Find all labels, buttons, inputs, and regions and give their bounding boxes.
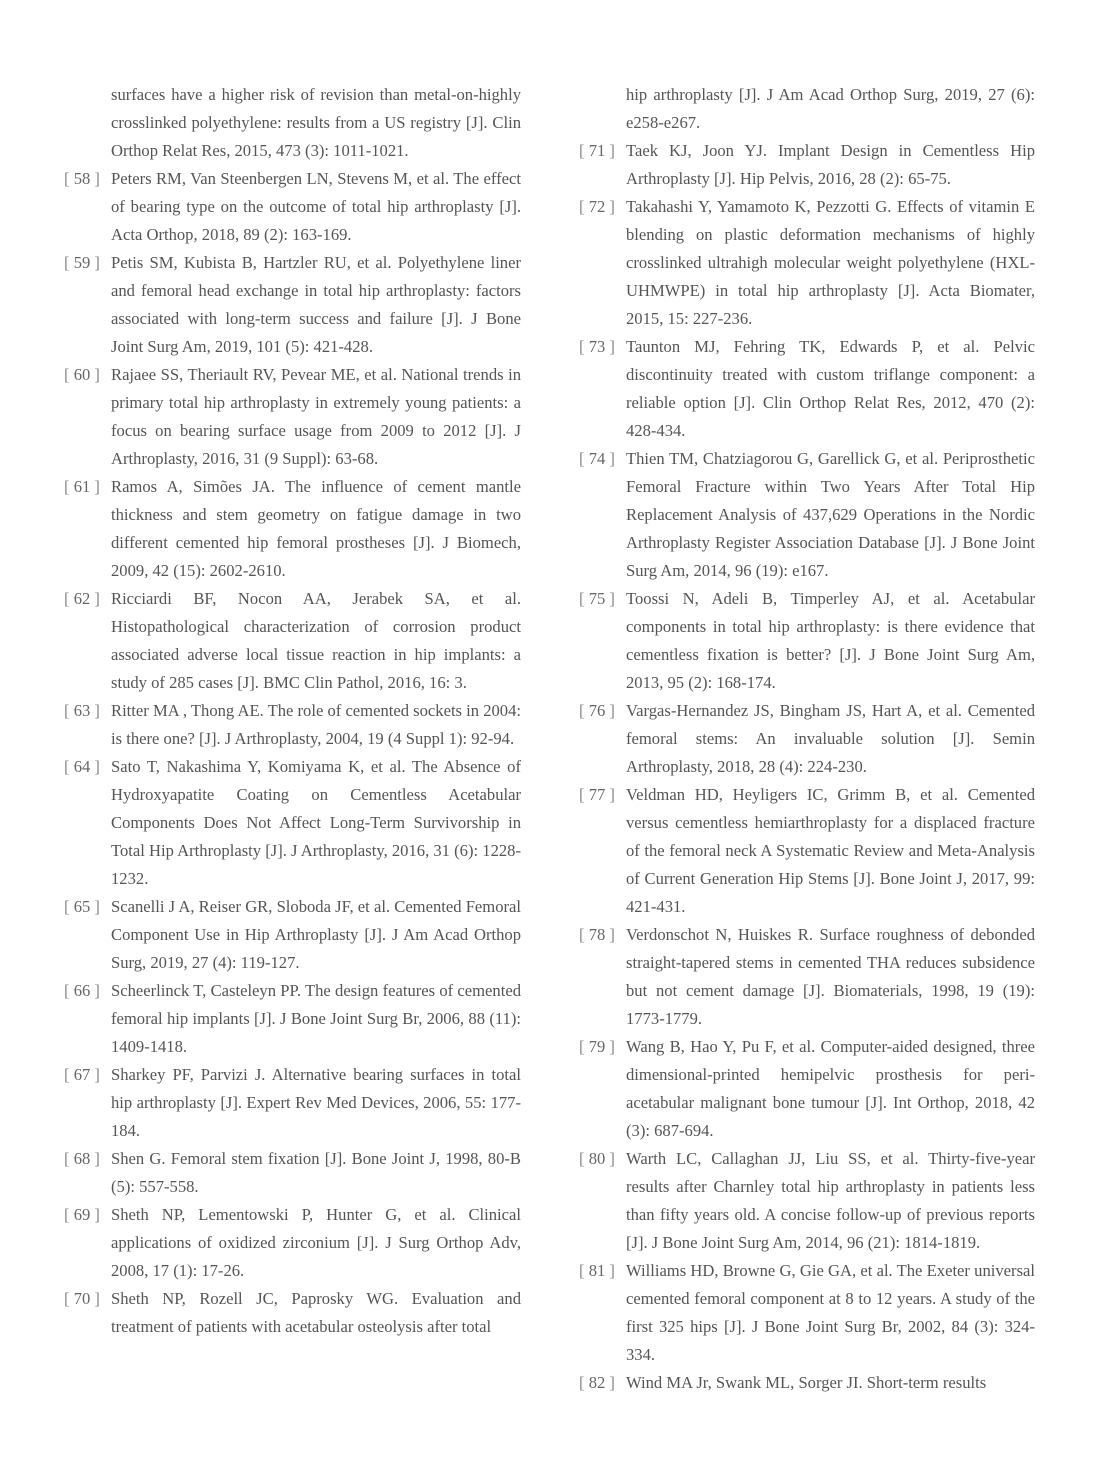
reference-text: Taunton MJ, Fehring TK, Edwards P, et al. Pelvic discontinuity treated with custom triflange component: a reliable option [J]. Clin Orthop Relat Res, 2012, 470 (2): 428-434. bbox=[626, 337, 1035, 440]
reference-number: [ 68 ] bbox=[64, 1149, 100, 1168]
reference-number: [ 71 ] bbox=[579, 141, 615, 160]
reference-text: Scheerlinck T, Casteleyn PP. The design features of cemented femoral hip implants [J]. J Bone Joint Surg Br, 2006, 88 (11): 1409-1418. bbox=[111, 981, 521, 1056]
reference-entry-75 bbox=[579, 585, 1035, 697]
reference-number: [ 58 ] bbox=[64, 169, 100, 188]
reference-number: [ 63 ] bbox=[64, 701, 100, 720]
reference-entry-70 bbox=[64, 1285, 521, 1341]
reference-entry-59 bbox=[64, 249, 521, 361]
reference-entry-77 bbox=[579, 781, 1035, 921]
reference-entry-72 bbox=[579, 193, 1035, 333]
reference-entry-78 bbox=[579, 921, 1035, 1033]
reference-entry-58 bbox=[64, 165, 521, 249]
reference-text: Ritter MA , Thong AE. The role of cemented sockets in 2004: is there one? [J]. J Arthroplasty, 2004, 19 (4 Suppl 1): 92-94. bbox=[111, 701, 522, 748]
reference-number: [ 60 ] bbox=[64, 365, 100, 384]
reference-number: [ 62 ] bbox=[64, 589, 100, 608]
reference-number: [ 69 ] bbox=[64, 1205, 100, 1224]
reference-text: Veldman HD, Heyligers IC, Grimm B, et al. Cemented versus cementless hemiarthroplasty for a displaced fracture of the femoral neck A Systematic Review and Meta-Analysis of Current Generation Hip Stems [J]. Bone Joint J, 2017, 99: 421-431. bbox=[626, 785, 1035, 916]
reference-entry-81 bbox=[579, 1257, 1035, 1369]
right-reference-column bbox=[579, 81, 1035, 1397]
reference-number: [ 75 ] bbox=[579, 589, 615, 608]
reference-number: [ 67 ] bbox=[64, 1065, 100, 1084]
reference-text: Petis SM, Kubista B, Hartzler RU, et al. Polyethylene liner and femoral head exchange in total hip arthroplasty: factors associated with long-term success and failure [J]. J Bone Joint Surg Am, 2019, 101 (5): 421-428. bbox=[111, 253, 521, 356]
reference-entry-62 bbox=[64, 585, 521, 697]
reference-text: Rajaee SS, Theriault RV, Pevear ME, et al. National trends in primary total hip arthroplasty in extremely young patients: a focus on bearing surface usage from 2009 to 2012 [J]. J Arthroplasty, 2016, 31 (9 Suppl): 63-68. bbox=[111, 365, 521, 468]
reference-number: [ 73 ] bbox=[579, 337, 615, 356]
reference-number: [ 82 ] bbox=[579, 1373, 615, 1392]
reference-number: [ 65 ] bbox=[64, 897, 100, 916]
reference-number: [ 77 ] bbox=[579, 785, 615, 804]
reference-text: Ricciardi BF, Nocon AA, Jerabek SA, et al. Histopathological characterization of corrosion product associated adverse local tissue reaction in hip implants: a study of 285 cases [J]. BMC Clin Pathol, 2016, 16: 3. bbox=[111, 589, 521, 692]
reference-entry-82 bbox=[579, 1369, 1035, 1397]
reference-entry-60 bbox=[64, 361, 521, 473]
reference-number: [ 61 ] bbox=[64, 477, 100, 496]
reference-number: [ 70 ] bbox=[64, 1289, 100, 1308]
reference-number: [ 64 ] bbox=[64, 757, 100, 776]
reference-text: Verdonschot N, Huiskes R. Surface roughness of debonded straight-tapered stems in cemented THA reduces subsidence but not cement damage [J]. Biomaterials, 1998, 19 (19): 1773-1779. bbox=[626, 925, 1035, 1028]
reference-text: Sato T, Nakashima Y, Komiyama K, et al. The Absence of Hydroxyapatite Coating on Cementless Acetabular Components Does Not Affect Long-Term Survivorship in Total Hip Arthroplasty [J]. J Arthroplasty, 2016, 31 (6): 1228-1232. bbox=[111, 757, 521, 888]
reference-entry-68 bbox=[64, 1145, 521, 1201]
reference-number: [ 72 ] bbox=[579, 197, 615, 216]
reference-text: Wind MA Jr, Swank ML, Sorger JI. Short-term results bbox=[626, 1373, 987, 1392]
reference-entry-63 bbox=[64, 697, 521, 753]
reference-text: surfaces have a higher risk of revision than metal-on-highly crosslinked polyethylene: results from a US registry [J]. Clin Orthop Relat Res, 2015, 473 (3): 1011-1021. bbox=[111, 85, 521, 160]
reference-entry-65 bbox=[64, 893, 521, 977]
reference-text: Warth LC, Callaghan JJ, Liu SS, et al. Thirty-five-year results after Charnley total hip arthroplasty in patients less than fifty years old. A concise follow-up of previous reports [J]. J Bone Joint Surg Am, 2014, 96 (21): 1814-1819. bbox=[626, 1149, 1035, 1252]
reference-text: Sheth NP, Lementowski P, Hunter G, et al. Clinical applications of oxidized zirconium [J]. J Surg Orthop Adv, 2008, 17 (1): 17-26. bbox=[111, 1205, 521, 1280]
reference-entry-69 bbox=[64, 1201, 521, 1285]
reference-entry-74 bbox=[579, 445, 1035, 585]
reference-text: Vargas-Hernandez JS, Bingham JS, Hart A, et al. Cemented femoral stems: An invaluable solution [J]. Semin Arthroplasty, 2018, 28 (4): 224-230. bbox=[626, 701, 1035, 776]
reference-entry-67 bbox=[64, 1061, 521, 1145]
reference-entry-79 bbox=[579, 1033, 1035, 1145]
reference-text: Wang B, Hao Y, Pu F, et al. Computer-aided designed, three dimensional-printed hemipelvic prosthesis for peri-acetabular malignant bone tumour [J]. Int Orthop, 2018, 42 (3): 687-694. bbox=[626, 1037, 1035, 1140]
reference-number: [ 79 ] bbox=[579, 1037, 615, 1056]
left-reference-column bbox=[64, 81, 521, 1341]
reference-text: Scanelli J A, Reiser GR, Sloboda JF, et al. Cemented Femoral Component Use in Hip Arthroplasty [J]. J Am Acad Orthop Surg, 2019, 27 (4): 119-127. bbox=[111, 897, 521, 972]
reference-text: Ramos A, Simões JA. The influence of cement mantle thickness and stem geometry on fatigue damage in two different cemented hip femoral prostheses [J]. J Biomech, 2009, 42 (15): 2602-2610. bbox=[111, 477, 521, 580]
reference-continuation bbox=[64, 81, 521, 165]
reference-number: [ 66 ] bbox=[64, 981, 100, 1000]
reference-text: Williams HD, Browne G, Gie GA, et al. The Exeter universal cemented femoral component at 8 to 12 years. A study of the first 325 hips [J]. J Bone Joint Surg Br, 2002, 84 (3): 324-334. bbox=[626, 1261, 1035, 1364]
reference-entry-66 bbox=[64, 977, 521, 1061]
reference-number: [ 78 ] bbox=[579, 925, 615, 944]
reference-text: Taek KJ, Joon YJ. Implant Design in Cementless Hip Arthroplasty [J]. Hip Pelvis, 2016, 28 (2): 65-75. bbox=[626, 141, 1035, 188]
reference-number: [ 76 ] bbox=[579, 701, 615, 720]
reference-number: [ 81 ] bbox=[579, 1261, 615, 1280]
reference-text: Shen G. Femoral stem fixation [J]. Bone Joint J, 1998, 80-B (5): 557-558. bbox=[111, 1149, 521, 1196]
reference-continuation bbox=[579, 81, 1035, 137]
reference-number: [ 59 ] bbox=[64, 253, 100, 272]
reference-text: hip arthroplasty [J]. J Am Acad Orthop Surg, 2019, 27 (6): e258-e267. bbox=[626, 85, 1035, 132]
reference-entry-61 bbox=[64, 473, 521, 585]
reference-text: Sharkey PF, Parvizi J. Alternative bearing surfaces in total hip arthroplasty [J]. Expert Rev Med Devices, 2006, 55: 177-184. bbox=[111, 1065, 521, 1140]
reference-entry-73 bbox=[579, 333, 1035, 445]
reference-number: [ 80 ] bbox=[579, 1149, 615, 1168]
reference-text: Sheth NP, Rozell JC, Paprosky WG. Evaluation and treatment of patients with acetabular osteolysis after total bbox=[111, 1289, 521, 1336]
reference-entry-76 bbox=[579, 697, 1035, 781]
reference-text: Takahashi Y, Yamamoto K, Pezzotti G. Effects of vitamin E blending on plastic deformation mechanisms of highly crosslinked ultrahigh molecular weight polyethylene (HXL-UHMWPE) in total hip arthroplasty [J]. Acta Biomater, 2015, 15: 227-236. bbox=[626, 197, 1035, 328]
reference-text: Toossi N, Adeli B, Timperley AJ, et al. Acetabular components in total hip arthroplasty: is there evidence that cementless fixation is better? [J]. J Bone Joint Surg Am, 2013, 95 (2): 168-174. bbox=[626, 589, 1035, 692]
reference-entry-80 bbox=[579, 1145, 1035, 1257]
reference-number: [ 74 ] bbox=[579, 449, 615, 468]
reference-entry-64 bbox=[64, 753, 521, 893]
reference-text: Peters RM, Van Steenbergen LN, Stevens M, et al. The effect of bearing type on the outcome of total hip arthroplasty [J]. Acta Orthop, 2018, 89 (2): 163-169. bbox=[111, 169, 521, 244]
reference-entry-71 bbox=[579, 137, 1035, 193]
reference-text: Thien TM, Chatziagorou G, Garellick G, et al. Periprosthetic Femoral Fracture within Two Years After Total Hip Replacement Analysis of 437,629 Operations in the Nordic Arthroplasty Register Association Database [J]. J Bone Joint Surg Am, 2014, 96 (19): e167. bbox=[626, 449, 1035, 580]
